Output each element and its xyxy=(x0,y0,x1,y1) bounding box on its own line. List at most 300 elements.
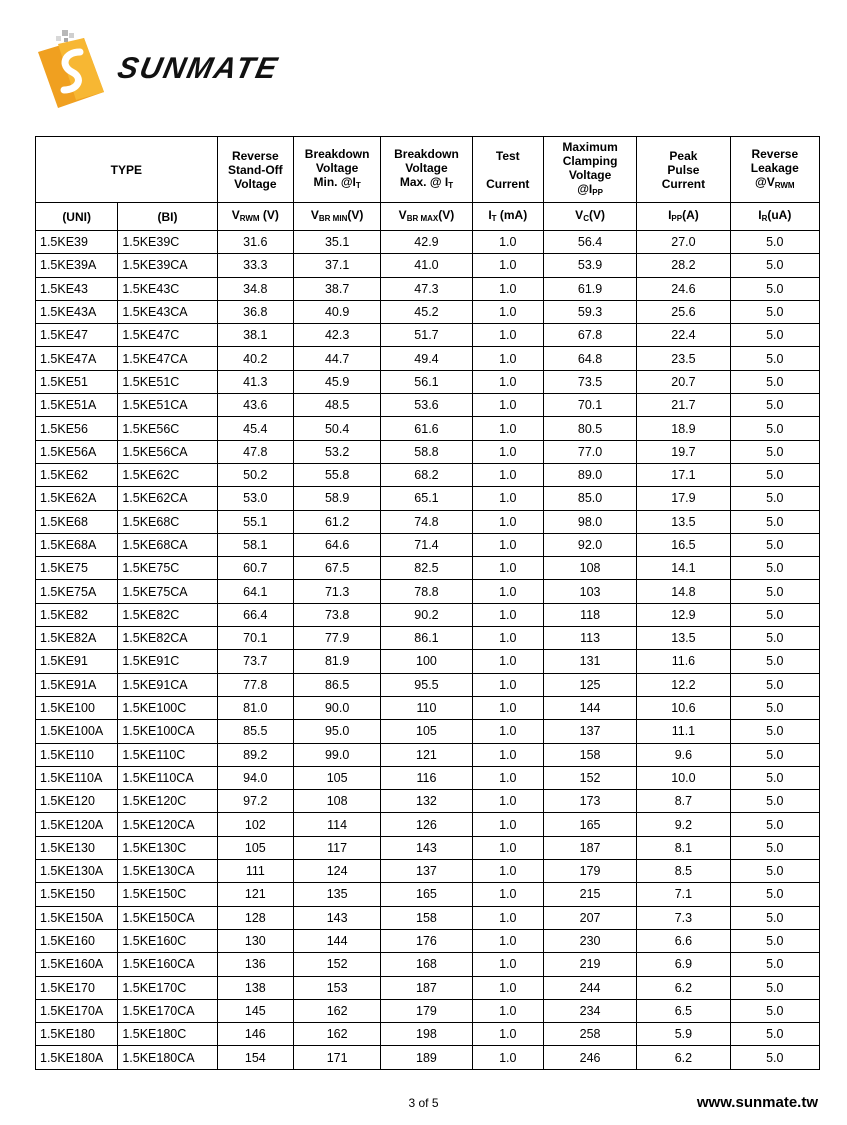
page-number: 3 of 5 xyxy=(408,1096,439,1110)
table-cell: 162 xyxy=(293,999,380,1022)
table-cell: 171 xyxy=(293,1046,380,1069)
table-row xyxy=(36,347,820,370)
table-cell: 1.0 xyxy=(472,650,543,673)
table-cell: 143 xyxy=(293,906,380,929)
table-cell: 5.0 xyxy=(730,836,819,859)
header-row xyxy=(36,137,820,203)
table-cell: 58.9 xyxy=(293,487,380,510)
table-cell: 1.5KE51 xyxy=(36,370,118,393)
table-cell: 137 xyxy=(543,720,636,743)
table-cell: 136 xyxy=(217,953,293,976)
table-cell: 40.2 xyxy=(217,347,293,370)
table-cell: 48.5 xyxy=(293,394,380,417)
table-cell: 5.0 xyxy=(730,580,819,603)
table-cell: 5.0 xyxy=(730,463,819,486)
table-cell: 55.1 xyxy=(217,510,293,533)
table-cell: 258 xyxy=(543,1023,636,1046)
table-cell: 162 xyxy=(293,1023,380,1046)
table-cell: 111 xyxy=(217,860,293,883)
vbr-min-unit: $V_{BR MIN}(V)$ xyxy=(293,203,380,231)
table-cell: 1.5KE91C xyxy=(118,650,217,673)
table-cell: 6.6 xyxy=(637,929,730,952)
table-cell: 5.0 xyxy=(730,627,819,650)
table-cell: 1.5KE47 xyxy=(36,324,118,347)
table-cell: 1.0 xyxy=(472,766,543,789)
table-row xyxy=(36,510,820,533)
peak-pulse-current-header: Peak Pulse Current xyxy=(637,137,730,203)
table-cell: 125 xyxy=(543,673,636,696)
table-cell: 1.5KE170 xyxy=(36,976,118,999)
table-cell: 146 xyxy=(217,1023,293,1046)
table-cell: 73.7 xyxy=(217,650,293,673)
table-cell: 137 xyxy=(381,860,472,883)
table-cell: 145 xyxy=(217,999,293,1022)
table-cell: 215 xyxy=(543,883,636,906)
table-row xyxy=(36,720,820,743)
table-cell: 1.5KE43 xyxy=(36,277,118,300)
table-cell: 8.1 xyxy=(637,836,730,859)
table-cell: 1.5KE47C xyxy=(118,324,217,347)
table-row xyxy=(36,463,820,486)
table-cell: 207 xyxy=(543,906,636,929)
table-cell: 5.0 xyxy=(730,231,819,254)
table-cell: 1.5KE62C xyxy=(118,463,217,486)
table-cell: 47.8 xyxy=(217,440,293,463)
table-cell: 1.5KE170C xyxy=(118,976,217,999)
table-cell: 64.6 xyxy=(293,533,380,556)
table-cell: 9.6 xyxy=(637,743,730,766)
table-cell: 6.2 xyxy=(637,976,730,999)
table-cell: 1.0 xyxy=(472,860,543,883)
units-row xyxy=(36,203,820,231)
table-cell: 105 xyxy=(293,766,380,789)
table-cell: 103 xyxy=(543,580,636,603)
table-cell: 1.0 xyxy=(472,999,543,1022)
table-cell: 1.5KE62A xyxy=(36,487,118,510)
table-row xyxy=(36,254,820,277)
table-cell: 1.0 xyxy=(472,836,543,859)
ir-unit: $I_R(uA)$ xyxy=(730,203,819,231)
table-cell: 1.0 xyxy=(472,557,543,580)
table-cell: 138 xyxy=(217,976,293,999)
table-cell: 92.0 xyxy=(543,533,636,556)
table-cell: 1.5KE180 xyxy=(36,1023,118,1046)
table-cell: 71.3 xyxy=(293,580,380,603)
table-cell: 5.0 xyxy=(730,906,819,929)
table-cell: 118 xyxy=(543,603,636,626)
table-cell: 1.5KE120C xyxy=(118,790,217,813)
table-row xyxy=(36,440,820,463)
table-cell: 99.0 xyxy=(293,743,380,766)
table-cell: 1.5KE43A xyxy=(36,300,118,323)
table-cell: 1.5KE68C xyxy=(118,510,217,533)
table-cell: 121 xyxy=(217,883,293,906)
table-cell: 90.2 xyxy=(381,603,472,626)
table-cell: 74.8 xyxy=(381,510,472,533)
table-row xyxy=(36,766,820,789)
table-row xyxy=(36,953,820,976)
table-cell: 110 xyxy=(381,696,472,719)
table-cell: 56.1 xyxy=(381,370,472,393)
table-cell: 61.9 xyxy=(543,277,636,300)
sunmate-logo xyxy=(34,30,282,110)
table-cell: 1.5KE75C xyxy=(118,557,217,580)
table-cell: 5.0 xyxy=(730,370,819,393)
table-cell: 5.0 xyxy=(730,720,819,743)
table-cell: 5.0 xyxy=(730,790,819,813)
table-cell: 43.6 xyxy=(217,394,293,417)
table-cell: 165 xyxy=(543,813,636,836)
table-cell: 42.9 xyxy=(381,231,472,254)
table-cell: 58.1 xyxy=(217,533,293,556)
table-row xyxy=(36,836,820,859)
table-row xyxy=(36,557,820,580)
table-cell: 132 xyxy=(381,790,472,813)
table-cell: 5.0 xyxy=(730,883,819,906)
table-cell: 28.2 xyxy=(637,254,730,277)
table-cell: 1.5KE47A xyxy=(36,347,118,370)
table-cell: 1.0 xyxy=(472,533,543,556)
table-cell: 5.0 xyxy=(730,254,819,277)
table-cell: 1.5KE56 xyxy=(36,417,118,440)
table-cell: 16.5 xyxy=(637,533,730,556)
table-cell: 89.0 xyxy=(543,463,636,486)
table-cell: 105 xyxy=(381,720,472,743)
table-cell: 187 xyxy=(543,836,636,859)
table-cell: 1.0 xyxy=(472,463,543,486)
table-cell: 89.2 xyxy=(217,743,293,766)
table-cell: 1.5KE120 xyxy=(36,790,118,813)
table-cell: 1.5KE51C xyxy=(118,370,217,393)
table-cell: 31.6 xyxy=(217,231,293,254)
table-cell: 1.5KE130CA xyxy=(118,860,217,883)
table-cell: 1.5KE110A xyxy=(36,766,118,789)
table-cell: 1.5KE110C xyxy=(118,743,217,766)
table-cell: 5.0 xyxy=(730,696,819,719)
vbr-max-unit: $V_{BR MAX}(V)$ xyxy=(381,203,472,231)
table-cell: 113 xyxy=(543,627,636,650)
table-row xyxy=(36,696,820,719)
table-cell: 143 xyxy=(381,836,472,859)
table-cell: 1.5KE51A xyxy=(36,394,118,417)
table-cell: 1.5KE110CA xyxy=(118,766,217,789)
table-cell: 1.5KE75 xyxy=(36,557,118,580)
table-cell: 53.0 xyxy=(217,487,293,510)
table-cell: 165 xyxy=(381,883,472,906)
table-cell: 73.8 xyxy=(293,603,380,626)
table-cell: 17.1 xyxy=(637,463,730,486)
table-cell: 50.2 xyxy=(217,463,293,486)
table-cell: 77.9 xyxy=(293,627,380,650)
table-cell: 1.0 xyxy=(472,720,543,743)
table-cell: 1.5KE150A xyxy=(36,906,118,929)
table-cell: 1.5KE82C xyxy=(118,603,217,626)
table-cell: 27.0 xyxy=(637,231,730,254)
table-cell: 38.7 xyxy=(293,277,380,300)
table-cell: 59.3 xyxy=(543,300,636,323)
table-cell: 1.5KE120CA xyxy=(118,813,217,836)
table-cell: 128 xyxy=(217,906,293,929)
table-cell: 42.3 xyxy=(293,324,380,347)
table-cell: 5.0 xyxy=(730,860,819,883)
table-cell: 95.5 xyxy=(381,673,472,696)
table-cell: 5.0 xyxy=(730,929,819,952)
table-cell: 1.5KE170A xyxy=(36,999,118,1022)
table-cell: 55.8 xyxy=(293,463,380,486)
table-cell: 1.5KE82A xyxy=(36,627,118,650)
table-cell: 131 xyxy=(543,650,636,673)
table-row xyxy=(36,603,820,626)
table-cell: 5.0 xyxy=(730,743,819,766)
vrwm-header: Reverse Stand-Off Voltage xyxy=(217,137,293,203)
table-cell: 124 xyxy=(293,860,380,883)
table-row xyxy=(36,929,820,952)
table-cell: 244 xyxy=(543,976,636,999)
table-cell: 1.5KE43CA xyxy=(118,300,217,323)
table-cell: 116 xyxy=(381,766,472,789)
table-row xyxy=(36,790,820,813)
table-cell: 173 xyxy=(543,790,636,813)
table-cell: 152 xyxy=(293,953,380,976)
vbr-max-header: Breakdown Voltage Max. @ $I_T$ xyxy=(381,137,472,203)
table-cell: 117 xyxy=(293,836,380,859)
table-cell: 179 xyxy=(381,999,472,1022)
table-cell: 90.0 xyxy=(293,696,380,719)
table-cell: 50.4 xyxy=(293,417,380,440)
table-cell: 5.0 xyxy=(730,999,819,1022)
table-cell: 70.1 xyxy=(543,394,636,417)
table-cell: 5.0 xyxy=(730,487,819,510)
table-cell: 60.7 xyxy=(217,557,293,580)
table-cell: 36.8 xyxy=(217,300,293,323)
table-cell: 1.5KE47CA xyxy=(118,347,217,370)
table-cell: 25.6 xyxy=(637,300,730,323)
table-cell: 51.7 xyxy=(381,324,472,347)
table-cell: 1.0 xyxy=(472,929,543,952)
table-row xyxy=(36,976,820,999)
table-cell: 12.9 xyxy=(637,603,730,626)
table-row xyxy=(36,324,820,347)
table-cell: 1.5KE100 xyxy=(36,696,118,719)
table-cell: 78.8 xyxy=(381,580,472,603)
sunmate-wordmark: SUNMATE xyxy=(114,52,282,85)
table-cell: 95.0 xyxy=(293,720,380,743)
table-cell: 5.0 xyxy=(730,1046,819,1069)
table-cell: 66.4 xyxy=(217,603,293,626)
spec-table xyxy=(35,136,820,1070)
table-row xyxy=(36,813,820,836)
table-cell: 1.5KE130A xyxy=(36,860,118,883)
table-cell: 1.5KE160A xyxy=(36,953,118,976)
table-cell: 1.0 xyxy=(472,953,543,976)
table-cell: 1.0 xyxy=(472,906,543,929)
table-cell: 5.0 xyxy=(730,510,819,533)
table-row xyxy=(36,533,820,556)
table-cell: 158 xyxy=(381,906,472,929)
table-cell: 11.6 xyxy=(637,650,730,673)
table-cell: 18.9 xyxy=(637,417,730,440)
table-cell: 144 xyxy=(293,929,380,952)
table-row xyxy=(36,999,820,1022)
table-cell: 1.0 xyxy=(472,417,543,440)
table-cell: 97.2 xyxy=(217,790,293,813)
table-cell: 13.5 xyxy=(637,627,730,650)
table-cell: 65.1 xyxy=(381,487,472,510)
table-cell: 187 xyxy=(381,976,472,999)
table-cell: 5.0 xyxy=(730,440,819,463)
table-cell: 47.3 xyxy=(381,277,472,300)
table-cell: 61.6 xyxy=(381,417,472,440)
table-cell: 1.5KE39CA xyxy=(118,254,217,277)
table-cell: 53.9 xyxy=(543,254,636,277)
table-cell: 6.2 xyxy=(637,1046,730,1069)
table-cell: 1.0 xyxy=(472,1023,543,1046)
table-cell: 1.5KE100C xyxy=(118,696,217,719)
table-cell: 20.7 xyxy=(637,370,730,393)
table-cell: 1.5KE100A xyxy=(36,720,118,743)
table-cell: 102 xyxy=(217,813,293,836)
table-row xyxy=(36,650,820,673)
table-cell: 1.5KE150C xyxy=(118,883,217,906)
table-cell: 77.8 xyxy=(217,673,293,696)
table-cell: 1.5KE160 xyxy=(36,929,118,952)
table-cell: 1.5KE56A xyxy=(36,440,118,463)
vrwm-unit: $V_{RWM}$ (V) xyxy=(217,203,293,231)
table-cell: 12.2 xyxy=(637,673,730,696)
table-cell: 64.1 xyxy=(217,580,293,603)
table-cell: 7.3 xyxy=(637,906,730,929)
table-cell: 13.5 xyxy=(637,510,730,533)
table-cell: 1.5KE75A xyxy=(36,580,118,603)
table-row xyxy=(36,277,820,300)
table-cell: 126 xyxy=(381,813,472,836)
table-row xyxy=(36,1023,820,1046)
table-cell: 1.5KE56C xyxy=(118,417,217,440)
table-cell: 108 xyxy=(543,557,636,580)
table-cell: 1.5KE39 xyxy=(36,231,118,254)
table-cell: 1.5KE82 xyxy=(36,603,118,626)
table-cell: 53.6 xyxy=(381,394,472,417)
bi-header: (BI) xyxy=(118,203,217,231)
table-cell: 37.1 xyxy=(293,254,380,277)
table-cell: 1.0 xyxy=(472,347,543,370)
table-cell: 1.0 xyxy=(472,696,543,719)
table-cell: 1.5KE91A xyxy=(36,673,118,696)
type-header: TYPE xyxy=(36,137,218,203)
reverse-leakage-header: Reverse Leakage $@V_{RWM}$ xyxy=(730,137,819,203)
table-cell: 5.0 xyxy=(730,953,819,976)
table-cell: 1.5KE91CA xyxy=(118,673,217,696)
table-cell: 1.0 xyxy=(472,231,543,254)
table-cell: 5.0 xyxy=(730,1023,819,1046)
table-cell: 56.4 xyxy=(543,231,636,254)
table-cell: 10.0 xyxy=(637,766,730,789)
table-cell: 144 xyxy=(543,696,636,719)
table-cell: 22.4 xyxy=(637,324,730,347)
uni-header: (UNI) xyxy=(36,203,118,231)
table-cell: 80.5 xyxy=(543,417,636,440)
table-cell: 82.5 xyxy=(381,557,472,580)
table-cell: 8.7 xyxy=(637,790,730,813)
it-unit: $I_T$ (mA) xyxy=(472,203,543,231)
table-cell: 1.5KE180CA xyxy=(118,1046,217,1069)
table-cell: 35.1 xyxy=(293,231,380,254)
clamping-voltage-header: Maximum Clamping Voltage $@I_{PP}$ xyxy=(543,137,636,203)
table-cell: 1.0 xyxy=(472,440,543,463)
table-cell: 41.3 xyxy=(217,370,293,393)
table-cell: 67.5 xyxy=(293,557,380,580)
table-cell: 1.5KE130C xyxy=(118,836,217,859)
table-cell: 1.0 xyxy=(472,324,543,347)
table-cell: 10.6 xyxy=(637,696,730,719)
table-cell: 1.5KE150 xyxy=(36,883,118,906)
table-row xyxy=(36,627,820,650)
table-row xyxy=(36,487,820,510)
table-cell: 1.5KE82CA xyxy=(118,627,217,650)
table-cell: 14.1 xyxy=(637,557,730,580)
table-cell: 1.5KE62CA xyxy=(118,487,217,510)
spec-table-body xyxy=(36,231,820,1070)
table-cell: 45.9 xyxy=(293,370,380,393)
table-cell: 5.0 xyxy=(730,324,819,347)
table-cell: 1.5KE110 xyxy=(36,743,118,766)
table-cell: 1.5KE62 xyxy=(36,463,118,486)
table-cell: 77.0 xyxy=(543,440,636,463)
table-row xyxy=(36,417,820,440)
table-cell: 219 xyxy=(543,953,636,976)
table-cell: 1.5KE180C xyxy=(118,1023,217,1046)
table-cell: 1.5KE75CA xyxy=(118,580,217,603)
table-cell: 1.5KE160C xyxy=(118,929,217,952)
table-cell: 61.2 xyxy=(293,510,380,533)
table-cell: 1.0 xyxy=(472,487,543,510)
table-row xyxy=(36,1046,820,1069)
table-cell: 1.0 xyxy=(472,673,543,696)
table-cell: 71.4 xyxy=(381,533,472,556)
website-link[interactable]: www.sunmate.tw xyxy=(696,1094,818,1111)
table-cell: 176 xyxy=(381,929,472,952)
table-cell: 1.5KE100CA xyxy=(118,720,217,743)
table-cell: 234 xyxy=(543,999,636,1022)
table-cell: 1.5KE170CA xyxy=(118,999,217,1022)
table-cell: 94.0 xyxy=(217,766,293,789)
table-cell: 19.7 xyxy=(637,440,730,463)
table-cell: 1.5KE56CA xyxy=(118,440,217,463)
table-cell: 45.2 xyxy=(381,300,472,323)
table-cell: 14.8 xyxy=(637,580,730,603)
table-cell: 1.5KE43C xyxy=(118,277,217,300)
table-cell: 7.1 xyxy=(637,883,730,906)
sunmate-logo-icon xyxy=(34,30,116,110)
table-row xyxy=(36,883,820,906)
table-cell: 58.8 xyxy=(381,440,472,463)
table-cell: 100 xyxy=(381,650,472,673)
table-cell: 1.0 xyxy=(472,370,543,393)
table-cell: 121 xyxy=(381,743,472,766)
table-cell: 85.0 xyxy=(543,487,636,510)
table-cell: 189 xyxy=(381,1046,472,1069)
table-cell: 9.2 xyxy=(637,813,730,836)
table-cell: 114 xyxy=(293,813,380,836)
table-cell: 67.8 xyxy=(543,324,636,347)
table-cell: 73.5 xyxy=(543,370,636,393)
table-row xyxy=(36,394,820,417)
table-cell: 153 xyxy=(293,976,380,999)
table-cell: 1.5KE150CA xyxy=(118,906,217,929)
table-cell: 86.1 xyxy=(381,627,472,650)
table-cell: 17.9 xyxy=(637,487,730,510)
table-cell: 1.5KE68CA xyxy=(118,533,217,556)
